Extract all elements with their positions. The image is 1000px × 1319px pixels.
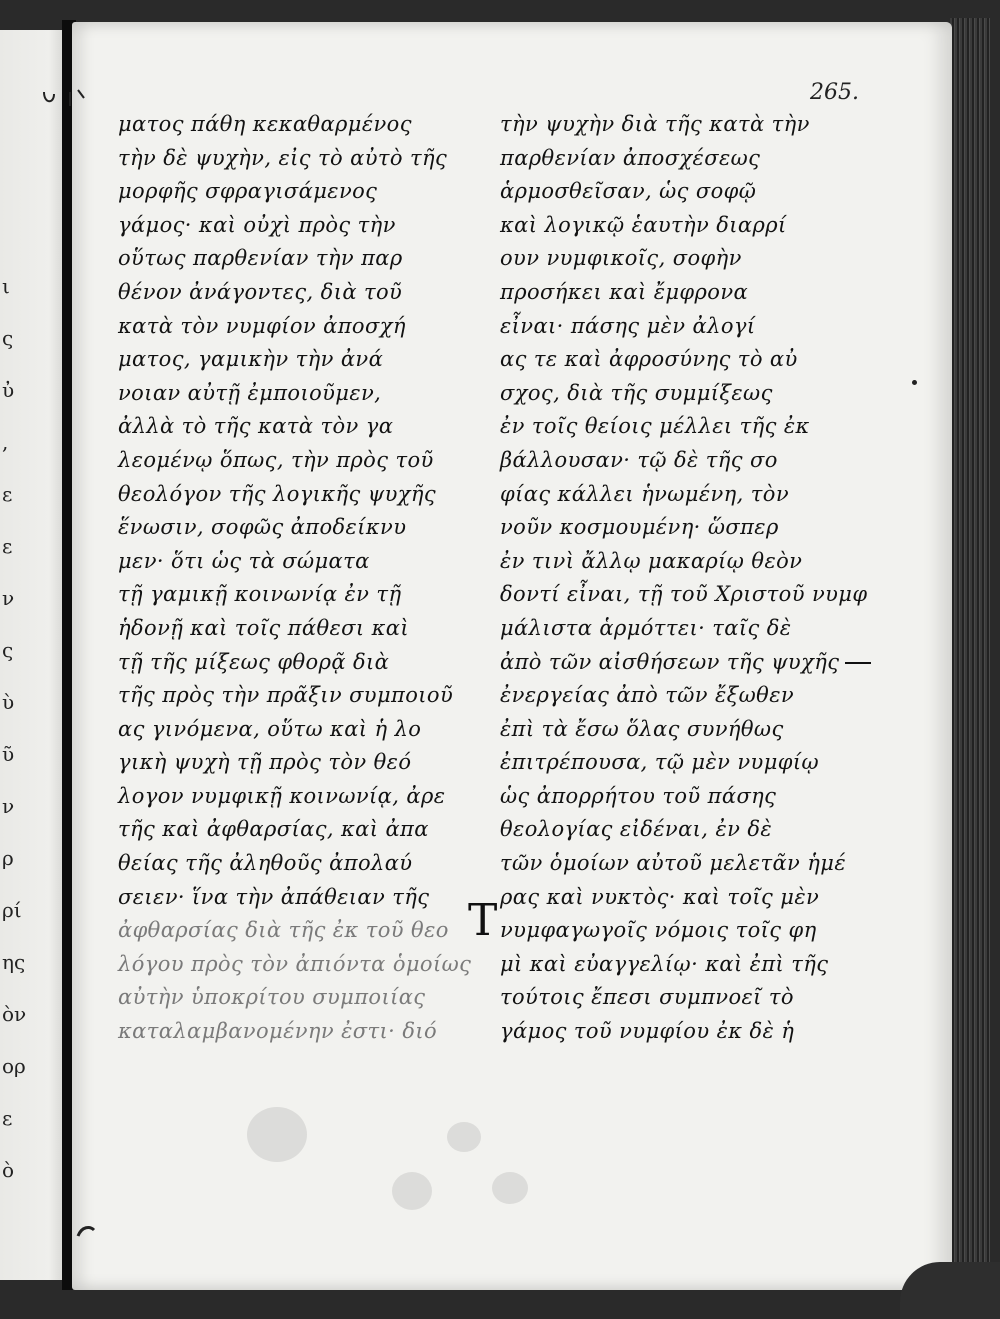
text-line: ἀλλὰ τὸ τῆς κατὰ τὸν γα: [118, 414, 394, 439]
text-line: καταλαμβανομένην ἐστι· διό: [118, 1019, 438, 1044]
margin-fragment: ὐ: [2, 378, 15, 402]
text-line: ματος πάθη κεκαθαρμένος: [118, 112, 412, 136]
text-line: τὴν δὲ ψυχὴν, εἰς τὸ αὐτὸ τῆς: [118, 145, 448, 170]
margin-fragment: ὸ: [2, 1158, 15, 1182]
left-page-fragments: [2, 260, 32, 1196]
text-line: εἶναι· πάσης μὲν ἀλογί: [500, 313, 756, 338]
margin-fragment: ς: [2, 326, 14, 350]
left-text-column: [118, 108, 472, 1049]
margin-fragment: ε: [2, 482, 13, 506]
text-line: τῶν ὁμοίων αὐτοῦ μελετᾶν ἡμέ: [500, 851, 847, 876]
right-text-column: [500, 108, 868, 1049]
text-line: ἀφθαρσίας διὰ τῆς ἐκ τοῦ θεο: [118, 918, 449, 943]
text-line: παρθενίαν ἀποσχέσεως: [500, 145, 761, 170]
text-line: ουν νυμφικοῖς, σοφὴν: [500, 246, 742, 271]
text-line: θείας τῆς ἀληθοῦς ἀπολαύ: [118, 851, 413, 876]
text-line: θεολογίας εἰδέναι, ἐν δὲ: [500, 817, 773, 842]
margin-fragment: ὺ: [2, 690, 15, 714]
margin-fragment: ῦ: [2, 742, 15, 766]
margin-fragment: ε: [2, 1106, 13, 1130]
text-line: φίας κάλλει ἡνωμένη, τὸν: [500, 481, 790, 506]
text-line: ἐν τινὶ ἄλλῳ μακαρίῳ θεὸν: [500, 548, 803, 573]
margin-fragment: ν: [2, 586, 15, 610]
margin-fragment: ,: [2, 430, 9, 454]
thumb-shadow: [900, 1262, 1000, 1319]
text-line: ματος, γαμικὴν τὴν ἀνά: [118, 347, 384, 372]
text-line: κατὰ τὸν νυμφίον ἀποσχή: [118, 313, 406, 338]
text-line: ἡδονῇ καὶ τοῖς πάθεσι καὶ: [118, 615, 410, 640]
text-line: τῇ τῆς μίξεως φθορᾷ διὰ: [118, 649, 390, 674]
text-line: προσήκει καὶ ἔμφρονα: [500, 279, 749, 304]
text-line: σχος, διὰ τῆς συμμίξεως: [500, 380, 773, 405]
text-line: καὶ λογικῷ ἑαυτὴν διαρρί: [500, 212, 787, 237]
text-line: γάμος τοῦ νυμφίου ἐκ δὲ ἡ: [500, 1019, 795, 1044]
text-line: βάλλουσαν· τῷ δὲ τῆς σο: [500, 447, 778, 472]
water-stain: [247, 1107, 307, 1162]
text-line: μὶ καὶ εὐαγγελίῳ· καὶ ἐπὶ τῆς: [500, 951, 829, 976]
text-line: νοῦν κοσμουμένη· ὥσπερ: [500, 515, 779, 540]
text-line: λεομένῳ ὅπως, τὴν πρὸς τοῦ: [118, 447, 434, 472]
margin-fragment: ς: [2, 638, 14, 662]
text-line: γάμος· καὶ οὐχὶ πρὸς τὴν: [118, 212, 396, 237]
page-stack-edge: [950, 18, 990, 1280]
margin-fragment: ι: [2, 274, 10, 298]
text-line: ἐπιτρέπουσα, τῷ μὲν νυμφίῳ: [500, 750, 820, 775]
text-line: ὡς ἀπορρήτου τοῦ πάσης: [500, 783, 777, 808]
text-line: ρας καὶ νυκτὸς· καὶ τοῖς μὲν: [500, 884, 820, 909]
text-line: νυμφαγωγοῖς νόμοις τοῖς φη: [500, 918, 817, 943]
binding-clip-icon: [76, 1224, 96, 1240]
margin-fragment: ρί: [2, 898, 22, 922]
decorated-initial: Τ: [468, 895, 498, 946]
text-line: ας τε καὶ ἀφροσύνης τὸ αὐ: [500, 347, 798, 372]
text-line: λογον νυμφικῇ κοινωνίᾳ, ἀρε: [118, 783, 446, 808]
margin-fragment: ὸν: [2, 1002, 27, 1026]
text-line: λόγου πρὸς τὸν ἀπιόντα ὁμοίως: [118, 951, 472, 976]
text-line: ἐν τοῖς θείοις μέλλει τῆς ἐκ: [500, 414, 810, 439]
text-line: ἕνωσιν, σοφῶς ἀποδείκνυ: [118, 515, 407, 540]
water-stain: [492, 1172, 528, 1204]
text-line: θένον ἀνάγοντες, διὰ τοῦ: [118, 279, 403, 304]
text-line: αὐτὴν ὑποκρίτου συμποιίας: [118, 985, 426, 1010]
text-line: οὕτως παρθενίαν τὴν παρ: [118, 246, 403, 271]
folio-number: 265.: [810, 80, 859, 105]
text-line: τὴν ψυχὴν διὰ τῆς κατὰ τὴν: [500, 112, 810, 136]
text-line: μεν· ὅτι ὡς τὰ σώματα: [118, 548, 370, 573]
text-line: τούτοις ἔπεσι συμπνοεῖ τὸ: [500, 985, 794, 1010]
text-line: ἐπὶ τὰ ἔσω ὅλας συνήθως: [500, 716, 784, 741]
margin-fragment: ης: [2, 950, 26, 974]
margin-fragment: ν: [2, 794, 15, 818]
text-line: τῆς πρὸς τὴν πρᾶξιν συμποιοῦ: [118, 683, 454, 708]
text-line: θεολόγον τῆς λογικῆς ψυχῆς: [118, 481, 437, 506]
text-line: ἀπὸ τῶν αἰσθήσεων τῆς ψυχῆς: [500, 649, 840, 674]
text-line: τῇ γαμικῇ κοινωνίᾳ ἐν τῇ: [118, 582, 402, 607]
text-line: δοντί εἶναι, τῇ τοῦ Χριστοῦ νυμφ: [500, 582, 868, 607]
text-line: ἁρμοσθεῖσαν, ὡς σοφῷ: [500, 179, 757, 204]
text-line: μάλιστα ἁρμόττει· ταῖς δὲ: [500, 615, 792, 640]
text-line: γικὴ ψυχὴ τῇ πρὸς τὸν θεό: [118, 750, 412, 775]
text-line: μορφῆς σφραγισάμενος: [118, 179, 378, 204]
water-stain: [392, 1172, 432, 1210]
margin-fragment: ορ: [2, 1054, 26, 1078]
text-line: τῆς καὶ ἀφθαρσίας, καὶ ἀπα: [118, 817, 429, 842]
margin-fragment: ρ: [2, 846, 14, 870]
text-line: σειεν· ἵνα τὴν ἀπάθειαν τῆς: [118, 884, 430, 909]
margin-dot: [912, 380, 917, 385]
margin-mark: [845, 662, 871, 664]
text-line: νοιαν αὐτῇ ἐμποιοῦμεν,: [118, 380, 382, 405]
margin-fragment: ε: [2, 534, 13, 558]
text-line: ας γινόμενα, οὕτω καὶ ἡ λο: [118, 716, 422, 741]
water-stain: [447, 1122, 481, 1152]
text-line: ἐνεργείας ἀπὸ τῶν ἔξωθεν: [500, 683, 795, 708]
binding-clip-icon: [40, 88, 90, 108]
